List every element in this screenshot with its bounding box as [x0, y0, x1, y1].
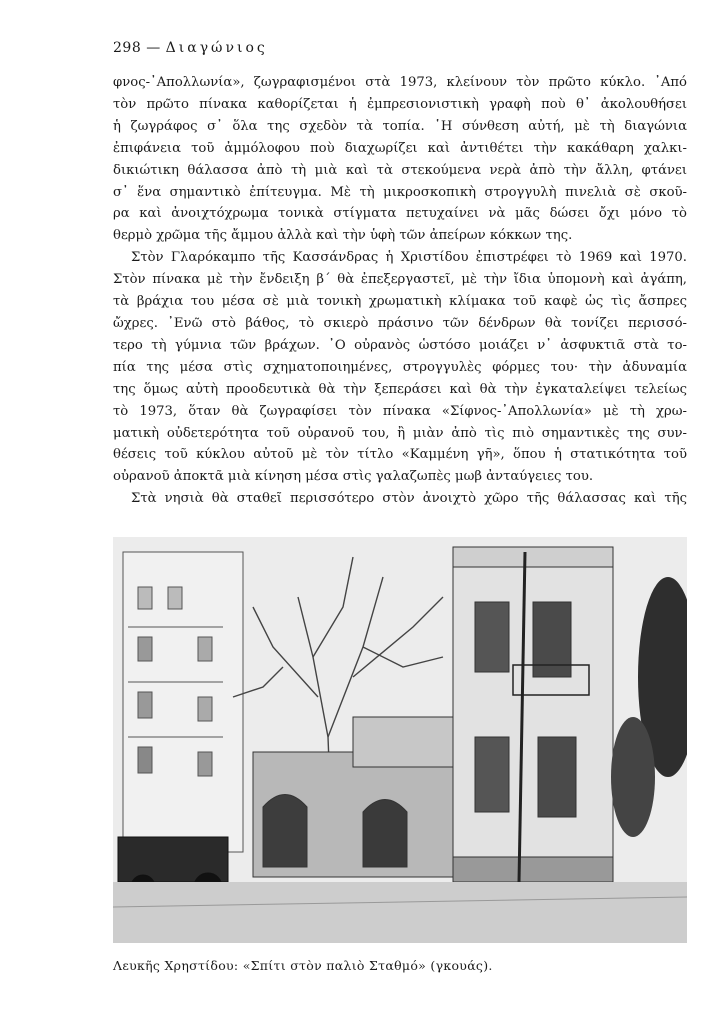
text-line: οὐρανοῦ ἀποκτᾶ μιὰ κίνηση μέσα στὶς γαλαζωπὲς μωβ ἀνταύγειες του. — [113, 469, 594, 485]
text-line: τὸ 1973, ὅταν θὰ ζωγραφίσει τὸν πίνακα «Σίφνος-᾽Απολλωνία» μὲ τὴ χρω- — [113, 403, 687, 419]
text-line: πία της μέσα στὶς σχηματοποιημένες, στρογγυλὲς φόρμες του· τὴν ἀδυναμία — [113, 359, 687, 375]
text-line: θέσεις τοῦ κύκλου αὐτοῦ μὲ τὸν τίτλο «Καμμένη γῆ», ὅπου ἡ στατικότητα τοῦ — [113, 447, 687, 463]
apartment-building — [123, 552, 243, 852]
figure-caption: Λευκῆς Χρηστίδου: «Σπίτι στὸν παλιὸ Σταθμό» (γκουάς). — [113, 958, 493, 973]
text-line: τερο τὴ γύμνια τῶν βράχων. ᾽Ο οὐρανὸς ὡστόσο μοιάζει ν᾽ ἀσφυκτιᾶ στὰ το- — [113, 337, 687, 353]
main-house — [453, 547, 613, 882]
painting-drawing — [113, 537, 687, 943]
body-text — [113, 72, 687, 510]
text-line: ὤχρες. ᾽Ενῶ στὸ βάθος, τὸ σκιερὸ πράσινο τῶν δένδρων θὰ τονίζει περισσό- — [113, 315, 687, 331]
head-separator: — — [146, 40, 161, 56]
text-line: Στὸν Γλαρόκαμπο τῆς Κασσάνδρας ἡ Χριστίδου ἐπιστρέφει τὸ 1969 καὶ 1970. — [131, 250, 687, 266]
text-line: τὸν πρῶτο πίνακα καθορίζεται ἡ ἐμπρεσιονιστικὴ γραφὴ ποὺ θ᾽ ἀκολουθήσει — [113, 96, 687, 112]
text-line: θερμὸ χρῶμα τῆς ἄμμου ἀλλὰ καὶ τὴν ὑφὴ τῶν ἀπείρων κόκκων της. — [113, 228, 573, 244]
text-line: ματικὴ οὐδετερότητα τοῦ οὐρανοῦ του, ἢ μιὰν ἀπὸ τὶς πιὸ σημαντικὲς της συν- — [113, 425, 687, 441]
text-line: σ᾽ ἕνα σημαντικὸ ἐπίτευγμα. Μὲ τὴ μικροσκοπικὴ στρογγυλὴ πινελιὰ σὲ σκοῦ- — [113, 184, 687, 200]
running-title: Διαγώνιος — [165, 40, 268, 56]
text-line: ρα καὶ ἀνοιχτόχρωμα τονικὰ στίγματα πετυχαίνει νὰ μᾶς δώσει ὄχι μόνο τὸ — [113, 206, 687, 222]
text-line: της ὅμως αὐτὴ προοδευτικὰ θὰ τὴν ξεπεράσει καὶ θὰ τὴν ἐγκαταλείψει τελείως — [113, 381, 687, 397]
running-head — [113, 40, 268, 56]
text-line: δικιώτικη θάλασσα ἀπὸ τὴ μιὰ καὶ τὰ στεκούμενα νερὰ ἀπὸ τὴν ἄλλη, φτάνει — [113, 162, 687, 178]
text-line: Στὰ νησιὰ θὰ σταθεῖ περισσότερο στὸν ἀνοιχτὸ χῶρο τῆς θάλασσας καὶ τῆς — [131, 491, 687, 507]
street-ground — [113, 882, 687, 943]
text-line: ἐπιφάνεια τοῦ ἀμμόλοφου ποὺ διαχωρίζει καὶ ἀντιθέτει τὴν κακάθαρη χαλκι- — [113, 140, 687, 156]
text-line: Στὸν πίνακα μὲ τὴν ἔνδειξη β΄ θὰ ἐπεξεργαστεῖ, μὲ τὴν ἴδια ὑπομονὴ καὶ ἀγάπη, — [113, 272, 687, 288]
text-line: τὰ βράχια του μέσα σὲ μιὰ τονικὴ χρωματικὴ κλίμακα τοῦ καφὲ ὡς τὶς ἄσπρες — [113, 294, 687, 310]
text-line: ἡ ζωγράφος σ᾽ ὅλα της σχεδὸν τὰ τοπία. ῾Η σύνθεση αὐτή, μὲ τὴ διαγώνια — [113, 118, 687, 134]
painting-illustration — [113, 537, 687, 943]
text-line: φνος-᾽Απολλωνία», ζωγραφισμένοι στὰ 1973, κλείνουν τὸν πρῶτο κύκλο. ᾽Από — [113, 75, 687, 90]
page-number: 298 — [113, 40, 142, 56]
